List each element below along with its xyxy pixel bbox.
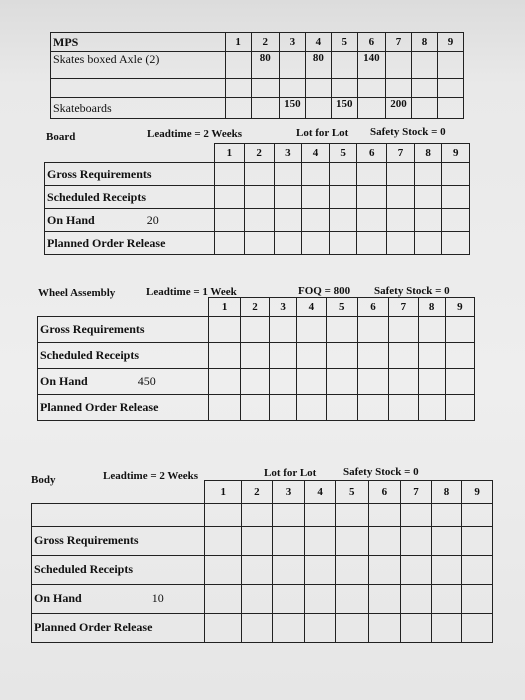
grid-cell: [242, 526, 273, 555]
period-header: 3: [274, 144, 302, 163]
grid-cell: [270, 317, 297, 343]
grid-cell: [244, 186, 274, 209]
board-safety-stock: Safety Stock = 0: [370, 126, 446, 138]
grid-cell: [45, 144, 215, 163]
grid-cell: [270, 343, 297, 369]
period-header: 6: [368, 481, 401, 504]
period-header: 5: [335, 481, 368, 504]
mps-row-spacer: [51, 79, 464, 98]
cell-value: 140: [357, 52, 385, 79]
grid-cell: [418, 317, 445, 343]
period-header: 7: [386, 33, 412, 52]
body-scheduled-row: [32, 555, 493, 584]
grid-cell: [329, 232, 357, 255]
grid-cell: [244, 209, 274, 232]
period-header: 1: [215, 144, 245, 163]
period-header: 1: [205, 481, 242, 504]
grid-cell: [205, 613, 242, 642]
cell-value: [251, 98, 279, 119]
grid-cell: [335, 584, 368, 613]
grid-cell: [209, 317, 240, 343]
cell-value: [225, 98, 251, 119]
grid-cell: [401, 584, 432, 613]
grid-cell: [274, 209, 302, 232]
row-label: On Hand 10: [32, 584, 205, 613]
row-label: Scheduled Receipts: [38, 343, 209, 369]
grid-cell: [32, 481, 205, 504]
period-header: 5: [331, 33, 357, 52]
grid-cell: [387, 186, 415, 209]
grid-cell: [240, 317, 269, 343]
wheel-gross-row: [38, 317, 475, 343]
cell-value: [386, 52, 412, 79]
grid-cell: [357, 369, 388, 395]
grid-cell: [205, 526, 242, 555]
grid-cell: [297, 317, 326, 343]
period-header: 3: [279, 33, 305, 52]
wheel-period-row: [38, 298, 475, 317]
grid-cell: [414, 232, 442, 255]
grid-cell: [401, 526, 432, 555]
grid-cell: [272, 503, 305, 526]
grid-cell: [272, 526, 305, 555]
grid-cell: [462, 503, 493, 526]
body-leadtime: Leadtime = 2 Weeks: [103, 470, 198, 482]
row-label: Gross Requirements: [38, 317, 209, 343]
grid-cell: [305, 79, 331, 98]
grid-cell: [368, 613, 401, 642]
grid-cell: [274, 163, 302, 186]
wheel-por-row: [38, 395, 475, 421]
grid-cell: [302, 186, 330, 209]
grid-cell: [357, 209, 387, 232]
row-label: Skates boxed Axle (2): [51, 52, 226, 79]
row-label: Skateboards: [51, 98, 226, 119]
grid-cell: [389, 317, 418, 343]
period-header: 3: [270, 298, 297, 317]
grid-cell: [414, 186, 442, 209]
grid-cell: [431, 503, 462, 526]
grid-cell: [215, 163, 245, 186]
grid-cell: [272, 613, 305, 642]
period-header: 3: [272, 481, 305, 504]
period-header: 2: [242, 481, 273, 504]
grid-cell: [242, 555, 273, 584]
cell-value: [305, 98, 331, 119]
grid-cell: [389, 343, 418, 369]
grid-cell: [326, 343, 357, 369]
wheel-scheduled-row: [38, 343, 475, 369]
grid-cell: [205, 555, 242, 584]
grid-cell: [209, 343, 240, 369]
period-header: 6: [357, 144, 387, 163]
grid-cell: [305, 613, 336, 642]
wheel-leadtime: Leadtime = 1 Week: [146, 286, 237, 298]
period-header: 7: [401, 481, 432, 504]
cell-value: [279, 52, 305, 79]
grid-cell: [305, 555, 336, 584]
row-label: Gross Requirements: [32, 526, 205, 555]
cell-value: 80: [251, 52, 279, 79]
grid-cell: [357, 317, 388, 343]
grid-cell: [387, 209, 415, 232]
grid-cell: [272, 555, 305, 584]
period-header: 8: [414, 144, 442, 163]
period-header: 9: [445, 298, 474, 317]
body-period-row: [32, 481, 493, 504]
period-header: 1: [225, 33, 251, 52]
grid-cell: [357, 186, 387, 209]
grid-cell: [32, 503, 205, 526]
cell-value: 150: [279, 98, 305, 119]
body-name: Body: [31, 474, 56, 486]
grid-cell: [386, 79, 412, 98]
grid-cell: [357, 343, 388, 369]
grid-cell: [418, 395, 445, 421]
grid-cell: [297, 395, 326, 421]
period-header: 4: [305, 481, 336, 504]
grid-cell: [442, 209, 470, 232]
grid-cell: [431, 526, 462, 555]
period-header: 4: [297, 298, 326, 317]
grid-cell: [244, 232, 274, 255]
grid-cell: [302, 163, 330, 186]
grid-cell: [244, 163, 274, 186]
grid-cell: [442, 163, 470, 186]
grid-cell: [368, 555, 401, 584]
period-header: 6: [357, 298, 388, 317]
grid-cell: [401, 555, 432, 584]
grid-cell: [335, 555, 368, 584]
grid-cell: [302, 232, 330, 255]
grid-cell: [215, 209, 245, 232]
period-header: 1: [209, 298, 240, 317]
grid-cell: [240, 395, 269, 421]
cell-value: 80: [305, 52, 331, 79]
wheel-onhand-row: [38, 369, 475, 395]
grid-cell: [270, 369, 297, 395]
grid-cell: [368, 503, 401, 526]
row-label: Planned Order Release: [32, 613, 205, 642]
grid-cell: [331, 79, 357, 98]
grid-cell: [445, 369, 474, 395]
grid-cell: [51, 79, 226, 98]
grid-cell: [270, 395, 297, 421]
board-period-row: [45, 144, 470, 163]
grid-cell: [418, 369, 445, 395]
period-header: 8: [418, 298, 445, 317]
cell-value: [225, 52, 251, 79]
grid-cell: [274, 232, 302, 255]
grid-cell: [462, 613, 493, 642]
grid-cell: [412, 79, 438, 98]
grid-cell: [445, 395, 474, 421]
period-header: 7: [389, 298, 418, 317]
period-header: 2: [240, 298, 269, 317]
grid-cell: [431, 555, 462, 584]
cell-value: [412, 52, 438, 79]
grid-cell: [401, 613, 432, 642]
cell-value: [331, 52, 357, 79]
row-label: Planned Order Release: [38, 395, 209, 421]
grid-cell: [305, 584, 336, 613]
grid-cell: [389, 369, 418, 395]
grid-cell: [357, 395, 388, 421]
cell-value: [437, 52, 463, 79]
grid-cell: [335, 526, 368, 555]
grid-cell: [387, 232, 415, 255]
grid-cell: [462, 526, 493, 555]
body-gross-row: [32, 526, 493, 555]
grid-cell: [240, 343, 269, 369]
grid-cell: [242, 613, 273, 642]
grid-cell: [209, 395, 240, 421]
period-header: 4: [302, 144, 330, 163]
grid-cell: [401, 503, 432, 526]
grid-cell: [302, 209, 330, 232]
grid-cell: [445, 343, 474, 369]
board-leadtime: Leadtime = 2 Weeks: [147, 128, 242, 140]
row-label: On Hand 450: [38, 369, 209, 395]
grid-cell: [445, 317, 474, 343]
grid-cell: [431, 613, 462, 642]
mps-table: [50, 32, 464, 119]
period-header: 9: [437, 33, 463, 52]
grid-cell: [209, 369, 240, 395]
mps-row-skateboards: [51, 98, 464, 119]
period-header: 4: [305, 33, 331, 52]
grid-cell: [215, 232, 245, 255]
grid-cell: [215, 186, 245, 209]
grid-cell: [326, 369, 357, 395]
grid-cell: [274, 186, 302, 209]
grid-cell: [414, 209, 442, 232]
grid-cell: [242, 584, 273, 613]
grid-cell: [368, 526, 401, 555]
mps-row-skates: [51, 52, 464, 79]
period-header: 7: [387, 144, 415, 163]
body-table: [31, 480, 493, 643]
row-label: Scheduled Receipts: [32, 555, 205, 584]
board-onhand-row: [45, 209, 470, 232]
board-name: Board: [46, 131, 76, 143]
grid-cell: [225, 79, 251, 98]
grid-cell: [357, 163, 387, 186]
grid-cell: [272, 584, 305, 613]
grid-cell: [326, 395, 357, 421]
grid-cell: [335, 613, 368, 642]
grid-cell: [329, 209, 357, 232]
grid-cell: [279, 79, 305, 98]
grid-cell: [242, 503, 273, 526]
row-label: Scheduled Receipts: [45, 186, 215, 209]
board-lot-policy: Lot for Lot: [296, 127, 349, 139]
wheel-name: Wheel Assembly: [38, 287, 116, 299]
grid-cell: [251, 79, 279, 98]
period-header: 2: [251, 33, 279, 52]
grid-cell: [205, 584, 242, 613]
period-header: 2: [244, 144, 274, 163]
grid-cell: [329, 186, 357, 209]
grid-cell: [326, 317, 357, 343]
body-lot-policy: Lot for Lot: [264, 467, 317, 479]
row-label: Gross Requirements: [45, 163, 215, 186]
grid-cell: [418, 343, 445, 369]
wheel-safety-stock: Safety Stock = 0: [374, 285, 450, 297]
board-table: [44, 143, 470, 255]
grid-cell: [387, 163, 415, 186]
grid-cell: [205, 503, 242, 526]
grid-cell: [368, 584, 401, 613]
on-hand-value: 10: [151, 591, 164, 605]
wheel-lot-policy: FOQ = 800: [298, 285, 351, 297]
grid-cell: [357, 79, 385, 98]
grid-cell: [357, 232, 387, 255]
cell-value: [437, 98, 463, 119]
mps-header-row: [51, 33, 464, 52]
grid-cell: [240, 369, 269, 395]
grid-cell: [389, 395, 418, 421]
body-onhand-row: [32, 584, 493, 613]
grid-cell: [38, 298, 209, 317]
board-gross-row: [45, 163, 470, 186]
grid-cell: [442, 186, 470, 209]
period-header: 8: [431, 481, 462, 504]
body-safety-stock: Safety Stock = 0: [343, 466, 419, 478]
on-hand-value: 20: [146, 212, 159, 227]
body-por-row: [32, 613, 493, 642]
board-por-row: [45, 232, 470, 255]
grid-cell: [329, 163, 357, 186]
body-spacer-row: [32, 503, 493, 526]
grid-cell: [305, 526, 336, 555]
grid-cell: [462, 584, 493, 613]
grid-cell: [297, 369, 326, 395]
cell-value: [357, 98, 385, 119]
grid-cell: [437, 79, 463, 98]
grid-cell: [431, 584, 462, 613]
grid-cell: [442, 232, 470, 255]
grid-cell: [414, 163, 442, 186]
on-hand-value: 450: [137, 374, 156, 388]
period-header: 9: [462, 481, 493, 504]
cell-value: 150: [331, 98, 357, 119]
grid-cell: [305, 503, 336, 526]
period-header: 5: [329, 144, 357, 163]
mps-title: MPS: [51, 33, 226, 52]
cell-value: 200: [386, 98, 412, 119]
wheel-table: [37, 297, 475, 421]
cell-value: [412, 98, 438, 119]
period-header: 8: [412, 33, 438, 52]
period-header: 9: [442, 144, 470, 163]
grid-cell: [462, 555, 493, 584]
grid-cell: [335, 503, 368, 526]
period-header: 5: [326, 298, 357, 317]
board-scheduled-row: [45, 186, 470, 209]
grid-cell: [297, 343, 326, 369]
row-label: Planned Order Release: [45, 232, 215, 255]
row-label: On Hand 20: [45, 209, 215, 232]
period-header: 6: [357, 33, 385, 52]
